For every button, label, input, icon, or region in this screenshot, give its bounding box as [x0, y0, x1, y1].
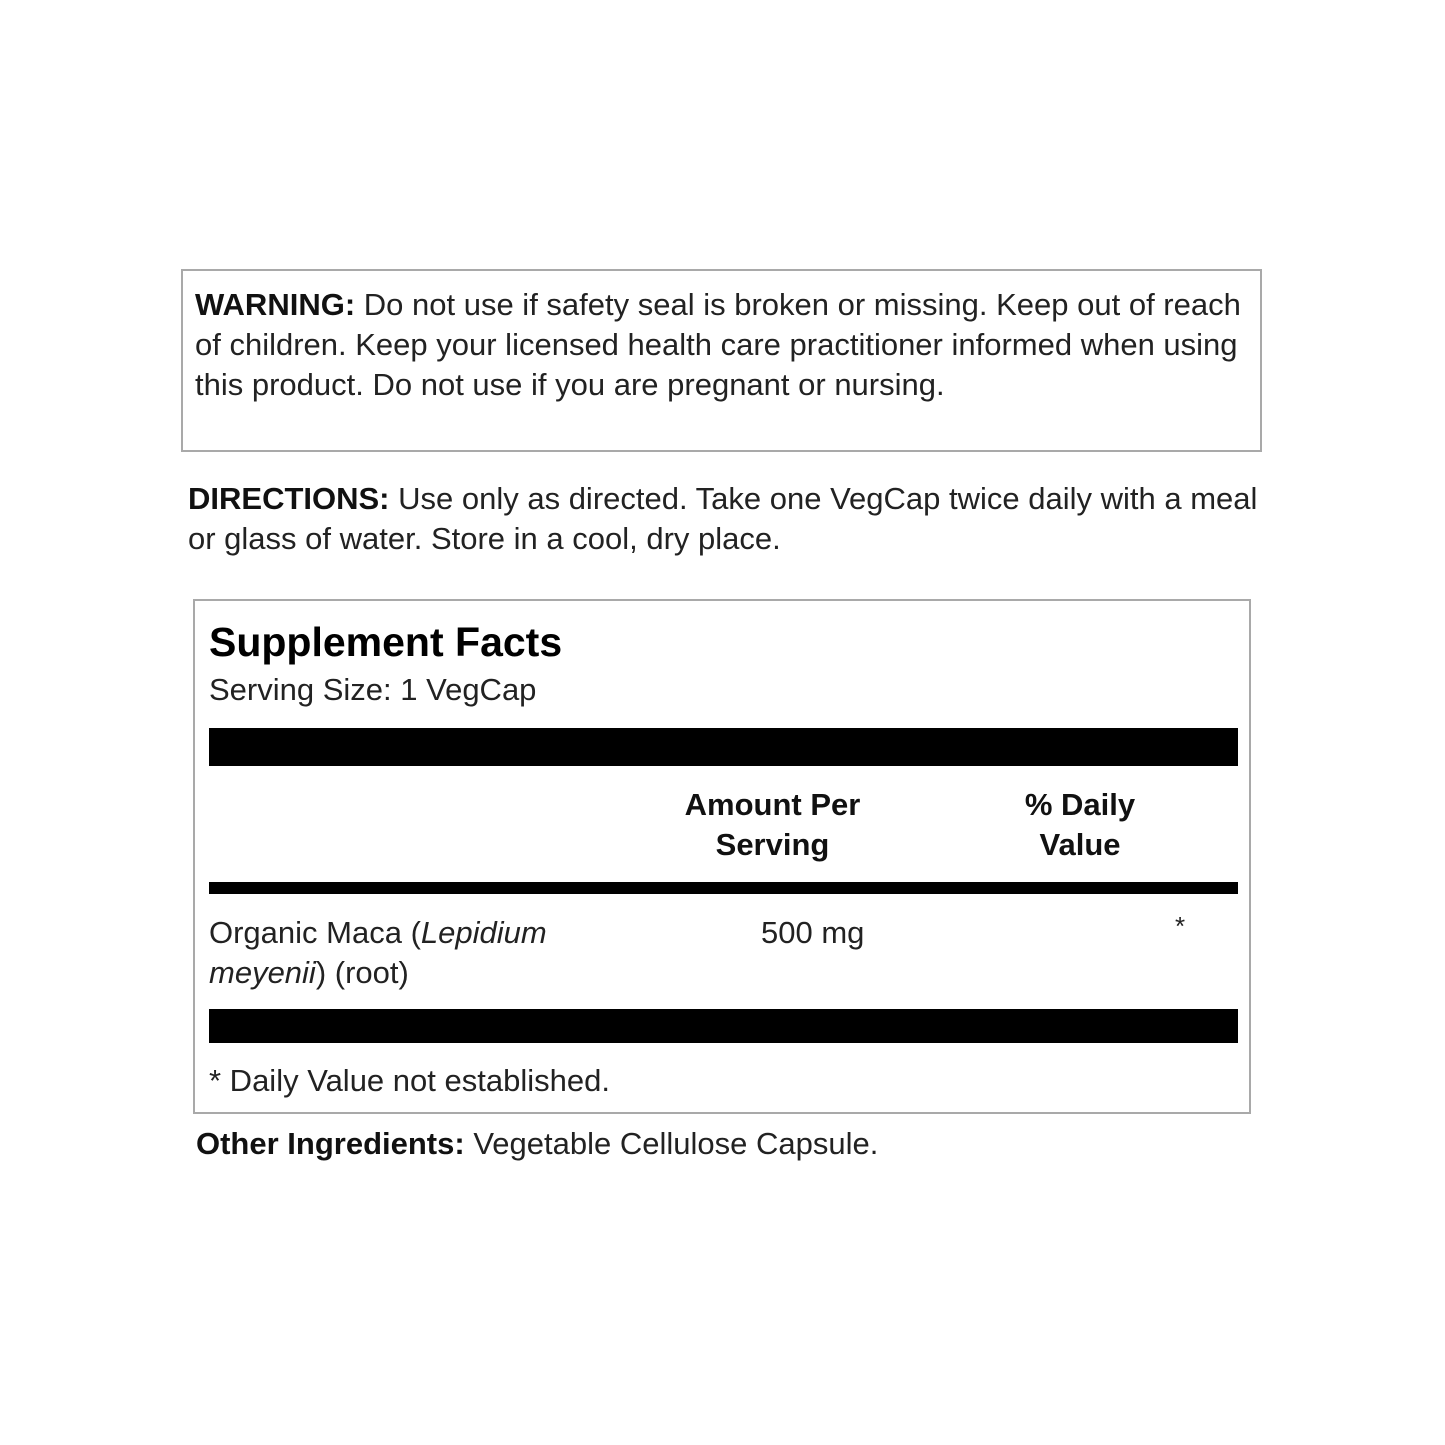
daily-value-header: [995, 785, 1165, 865]
amount-header-line2: Serving: [715, 827, 830, 862]
dv-header-line2: Value: [1039, 827, 1121, 862]
serving-size: Serving Size: 1 VegCap: [209, 672, 537, 707]
ingredient-latin-name: Lepidium meyenii: [209, 915, 547, 990]
amount-per-serving-header: [650, 785, 895, 865]
ingredient-daily-value: *: [1175, 911, 1186, 941]
dv-header-line1: % Daily: [1024, 787, 1136, 822]
header-divider-bar: [209, 882, 1238, 894]
top-divider-bar: [209, 728, 1238, 766]
ingredient-row-name: [209, 913, 649, 993]
directions-label: DIRECTIONS:: [188, 481, 390, 516]
bottom-divider-bar: [209, 1009, 1238, 1043]
warning-text: Do not use if safety seal is broken or missing. Keep out of reach of children. Keep your licensed health care practitioner informed when using this product. Do not use if you are pregnant or nursing.: [195, 287, 1241, 402]
facts-title: Supplement Facts: [209, 619, 563, 665]
other-ingredients: [196, 1124, 878, 1164]
directions: [188, 479, 1258, 559]
warning-box: [181, 269, 1262, 452]
ingredient-amount: 500 mg: [761, 915, 865, 950]
amount-header-line1: Amount Per: [684, 787, 861, 822]
directions-text: Use only as directed. Take one VegCap twice daily with a meal or glass of water. Store in a cool, dry place.: [188, 481, 1258, 556]
daily-value-footnote: * Daily Value not established.: [209, 1063, 610, 1098]
other-ingredients-text: Vegetable Cellulose Capsule.: [464, 1126, 879, 1161]
ingredient-part: ) (root): [315, 955, 409, 990]
ingredient-name: Organic Maca (: [209, 915, 421, 950]
warning-label: WARNING:: [195, 287, 356, 322]
other-ingredients-label: Other Ingredients:: [196, 1126, 465, 1161]
supplement-facts-panel: [193, 599, 1251, 1114]
